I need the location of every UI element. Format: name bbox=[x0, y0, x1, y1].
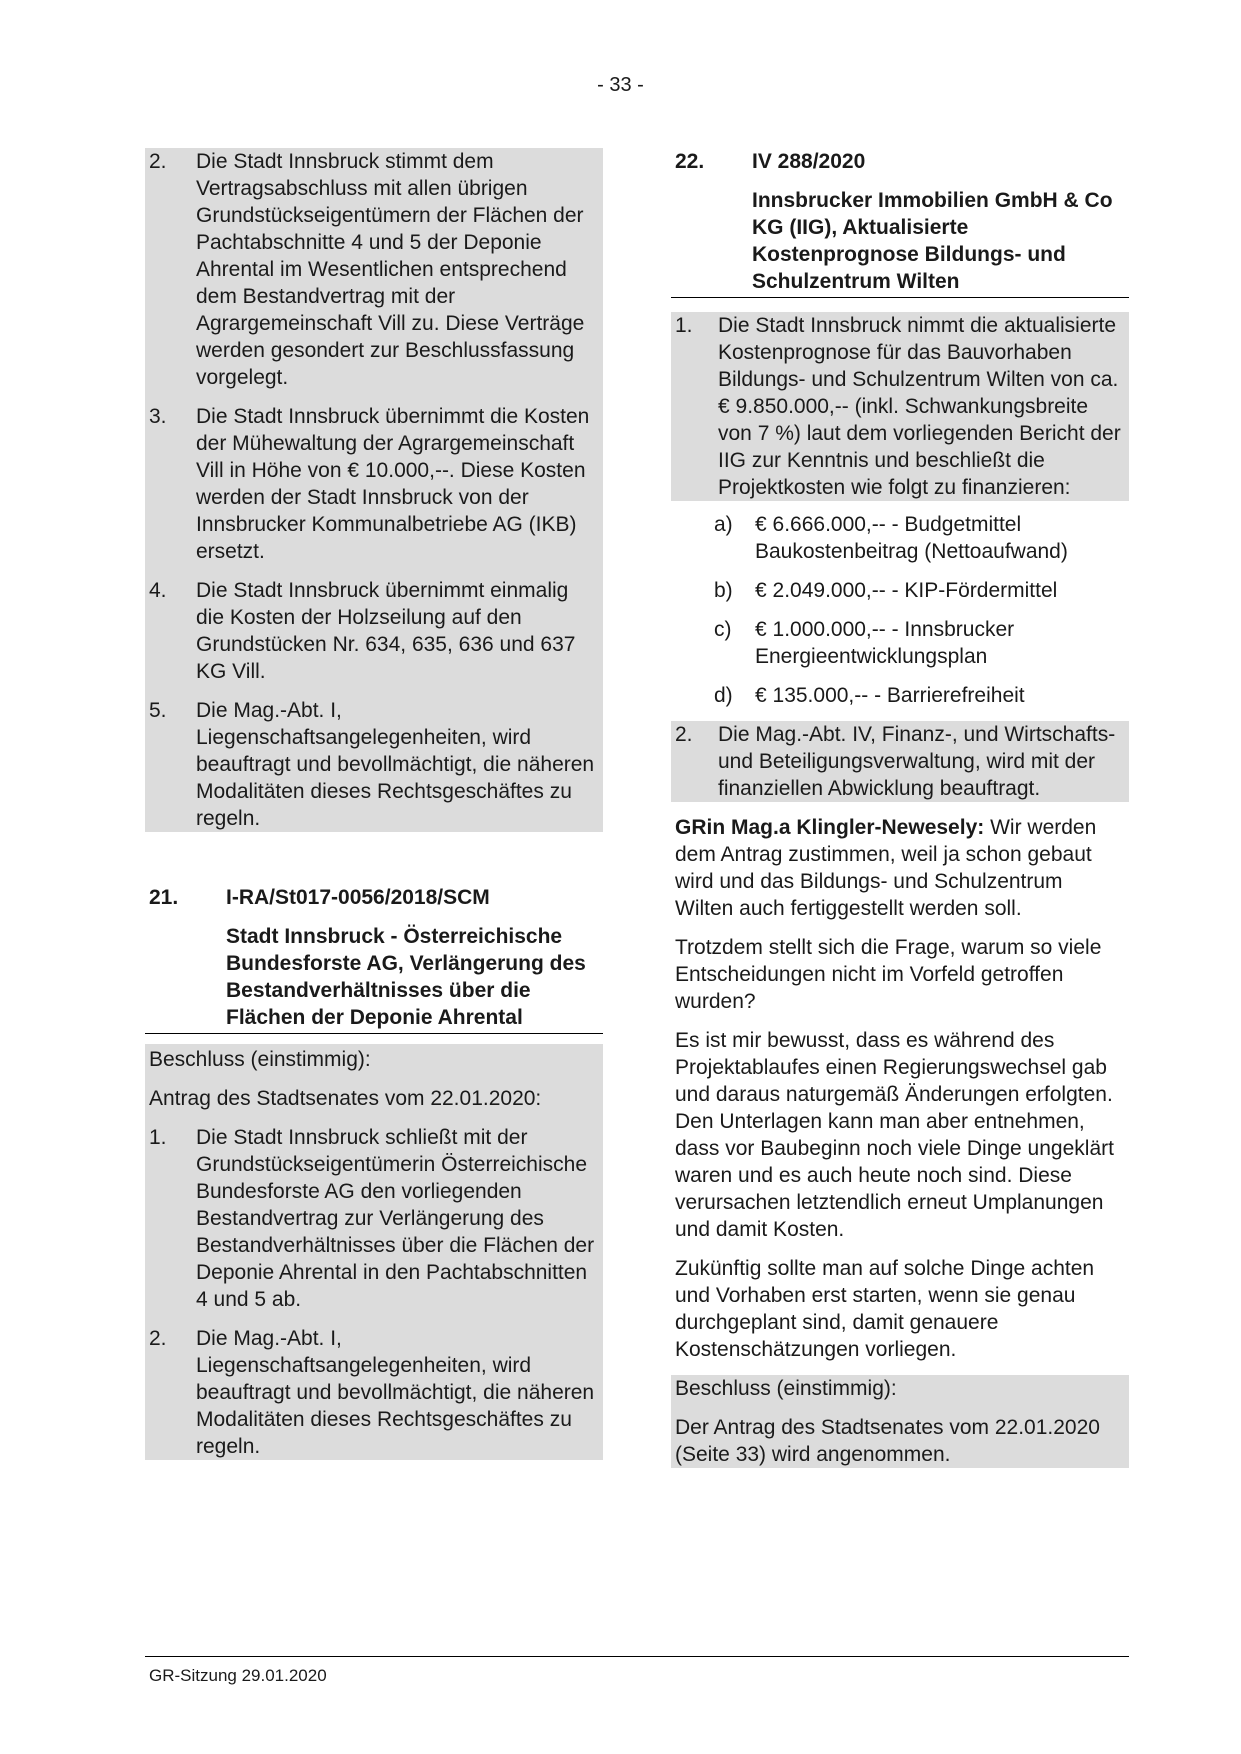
list-item: 2. Die Mag.-Abt. I, Liegenschaftsangelegenheiten, wird beauftragt und bevollmächtigt, die näheren Modalitäten dieses Rechtsgeschäftes zu regeln. bbox=[149, 1327, 595, 1458]
list-item: c) € 1.000.000,-- - Innsbrucker Energieentwicklungsplan bbox=[714, 618, 1015, 668]
speech-paragraph: Trotzdem stellt sich die Frage, warum so viele Entscheidungen nicht im Vorfeld getroffen wurden? bbox=[675, 936, 1102, 1013]
list-item: 1. Die Stadt Innsbruck nimmt die aktualisierte Kostenprognose für das Bauvorhaben Bildungs- und Schulzentrum Wilten von ca. € 9.850.000,-- (inkl. Schwankungsbreite von 7 %) laut dem vorliegenden Bericht der IIG zur Kenntnis und beschließt die Projektkosten wie folgt zu finanzieren: bbox=[675, 314, 1121, 499]
list-item: 4. Die Stadt Innsbruck übernimmt einmalig die Kosten der Holzseilung auf den Grundstücken Nr. 634, 635, 636 und 637 KG Vill. bbox=[149, 579, 576, 683]
list-item: 1. Die Stadt Innsbruck schließt mit der Grundstückseigentümerin Österreichische Bundesforste AG den vorliegenden Bestandvertrag zur Verlängerung des Bestandverhältnisses über die Flächen der Deponie Ahrental in den Pachtabschnitten 4 und 5 ab. bbox=[149, 1126, 595, 1311]
right-column bbox=[671, 148, 1129, 1468]
list-item: 2. Die Stadt Innsbruck stimmt dem Vertragsabschluss mit allen übrigen Grundstückseigentümern der Flächen der Pachtabschnitte 4 und 5 der Deponie Ahrental im Wesentlichen entsprechend dem Bestandvertrag mit der Agrargemeinschaft Vill zu. Diese Verträge werden gesondert zur Beschlussfassung vorgelegt. bbox=[149, 150, 585, 389]
section-code: IV 288/2020 bbox=[752, 150, 866, 173]
footer-rule bbox=[145, 1656, 1129, 1657]
beschluss-label: Beschluss (einstimmig): bbox=[149, 1048, 371, 1071]
financing-list bbox=[671, 511, 1129, 709]
speech-paragraph: Zukünftig sollte man auf solche Dinge achten und Vorhaben erst starten, wenn sie genau durchgeplant sind, damit genauere Kostenschätzungen vorliegen. bbox=[675, 1257, 1095, 1361]
footer: GR-Sitzung 29.01.2020 bbox=[149, 1666, 327, 1685]
beschluss-label: Beschluss (einstimmig): bbox=[675, 1377, 897, 1400]
section-title: Stadt Innsbruck - Österreichische Bundesforste AG, Verlängerung des Bestandverhältnisses über die Flächen der Deponie Ahrental bbox=[226, 925, 586, 1029]
list-item: 3. Die Stadt Innsbruck übernimmt die Kosten der Mühewaltung der Agrargemeinschaft Vill in Höhe von € 10.000,--. Diese Kosten werden der Stadt Innsbruck von der Innsbrucker Kommunalbetriebe AG (IKB) ersetzt. bbox=[149, 405, 590, 563]
section-title: Innsbrucker Immobilien GmbH & Co KG (IIG), Aktualisierte Kostenprognose Bildungs- und Schulzentrum Wilten bbox=[752, 189, 1113, 293]
section-21-resolution bbox=[145, 1044, 603, 1460]
speech bbox=[671, 814, 1129, 1363]
section-22-resolution bbox=[671, 1375, 1129, 1468]
section-22-motion bbox=[671, 312, 1129, 501]
speaker-name: GRin Mag.a Klingler-Newesely: bbox=[675, 816, 985, 839]
section-code: I-RA/St017-0056/2018/SCM bbox=[226, 886, 490, 909]
section-number: 22. bbox=[675, 150, 705, 173]
resolution-text: Der Antrag des Stadtsenates vom 22.01.2020 (Seite 33) wird angenommen. bbox=[675, 1416, 1100, 1466]
section-21-heading bbox=[145, 884, 603, 1034]
page-number: - 33 - bbox=[597, 74, 644, 96]
section-22-motion-2 bbox=[671, 721, 1129, 802]
list-item: b) € 2.049.000,-- - KIP-Fördermittel bbox=[714, 579, 1058, 602]
section-22-heading bbox=[671, 148, 1129, 298]
list-item: a) € 6.666.000,-- - Budgetmittel Baukostenbeitrag (Nettoaufwand) bbox=[714, 513, 1068, 563]
list-item: 2. Die Mag.-Abt. IV, Finanz-, und Wirtschafts- und Beteiligungsverwaltung, wird mit der finanziellen Abwicklung beauftragt. bbox=[675, 723, 1116, 800]
antrag-label: Antrag des Stadtsenates vom 22.01.2020: bbox=[149, 1087, 542, 1110]
list-item: d) € 135.000,-- - Barrierefreiheit bbox=[714, 684, 1025, 707]
speech-paragraph: Es ist mir bewusst, dass es während des Projektablaufes einen Regierungswechsel gab und daraus naturgemäß Änderungen erfolgten. Den Unterlagen kann man aber entnehmen, dass vor Baubeginn noch viele Dinge ungeklärt waren und es auch heute noch sind. Diese verursachen letztendlich erneut Umplanungen und damit Kosten. bbox=[675, 1029, 1114, 1241]
speech-paragraph: GRin Mag.a Klingler-Newesely: Wir werden dem Antrag zustimmen, weil ja schon gebaut wird und das Bildungs- und Schulzentrum Wilten auch fertiggestellt werden soll. bbox=[675, 816, 1097, 920]
section-number: 21. bbox=[149, 886, 179, 909]
motion-items-continued bbox=[145, 148, 603, 832]
left-column bbox=[145, 148, 603, 1460]
list-item: 5. Die Mag.-Abt. I, Liegenschaftsangelegenheiten, wird beauftragt und bevollmächtigt, die näheren Modalitäten dieses Rechtsgeschäftes zu regeln. bbox=[149, 699, 595, 830]
